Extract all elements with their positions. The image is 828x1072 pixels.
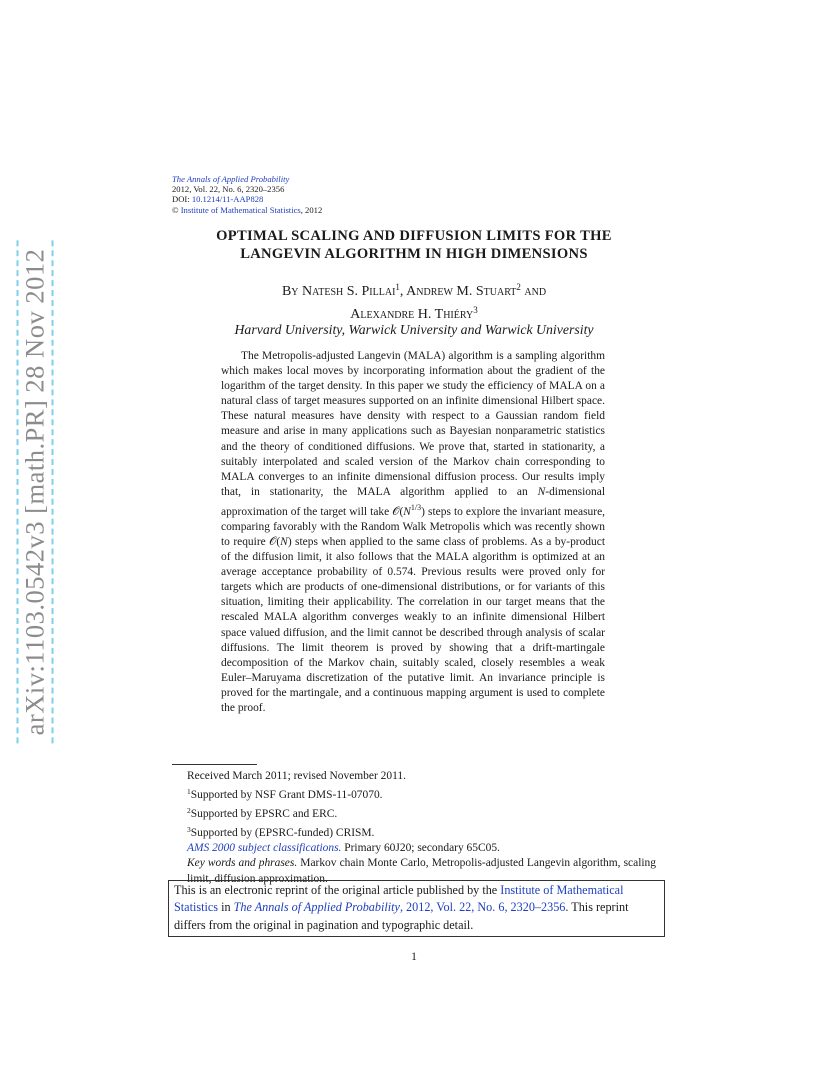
footnote-3 bbox=[172, 822, 656, 841]
footnote-mark-2: 2 bbox=[187, 806, 191, 816]
ams-classification-text: Primary 60J20; secondary 65C05. bbox=[341, 842, 500, 855]
copyright-year: , 2012 bbox=[300, 204, 323, 215]
author-list bbox=[172, 278, 656, 324]
abstract-text: The Metropolis-adjusted Langevin (MALA) algorithm is a sampling algorithm which makes local moves by incorporating information about the gradient of the logarithm of the target density. In this paper we study the efficiency of MALA on a natural class of target measures supported on an infinite dimensional Hilbert space. These natural measures have density with respect to a Gaussian random field measure and arise in many applications such as Bayesian nonparametric statistics and the theory of conditioned diffusions. We prove that, started in stationarity, a suitably interpolated and scaled version of the Markov chain corresponding to MALA converges to an infinite dimensional diffusion process. Our results imply that, in stationarity, the MALA algorithm applied to an N-dimensional approximation of the target will take $𝒪(N^{1/3})$ steps to explore the invariant measure, comparing favorably with the Random Walk Metropolis which was recently shown to require 𝒪(N) steps when applied to the same class of problems. As a by-product of the diffusion limit, it also follows that the MALA algorithm is optimized at an average acceptance probability of 0.574. Previous results were proved only for targets which are products of one-dimensional distributions, or for variants of this situation, limiting their applicability. The correlation in our target means that the rescaled MALA algorithm converges weakly to an infinite dimensional Hilbert space valued diffusion, and the limit cannot be described through analysis of scalar diffusions. The limit theorem is proved by showing that a drift-martingale decomposition of the Markov chain, suitably scaled, closely resembles a weak Euler–Maruyama discretization of the putative limit. An invariance principle is proved for the martingale, and a continuous mapping argument is used to complete the proof. bbox=[221, 350, 606, 714]
abstract bbox=[221, 349, 605, 716]
title-line-2: LANGEVIN ALGORITHM IN HIGH DIMENSIONS bbox=[240, 245, 588, 262]
arxiv-identifier[interactable]: arXiv:1103.0542v3 [math.PR] 28 Nov 2012 bbox=[17, 241, 54, 744]
reprint-text-2: in bbox=[218, 900, 234, 915]
author-pillai: Natesh S. Pillai bbox=[302, 284, 396, 299]
journal-issue-link[interactable]: , 2012, Vol. 22, No. 6, 2320–2356 bbox=[399, 900, 566, 915]
footnote-2-text: Supported by EPSRC and ERC. bbox=[190, 808, 338, 821]
footnote-1 bbox=[172, 784, 656, 803]
footnote-rule bbox=[172, 764, 257, 765]
footnotes bbox=[172, 769, 656, 887]
author-footnote-mark-2: 2 bbox=[516, 282, 521, 292]
footnote-1-text: Supported by NSF Grant DMS-11-07070. bbox=[190, 789, 383, 802]
ims-reprint-link[interactable]: Institute of Mathematical Statistics bbox=[174, 883, 624, 915]
reprint-text-3: . This reprint differs from the original in pagination and typographic detail. bbox=[174, 900, 629, 932]
page-number: 1 bbox=[411, 951, 417, 963]
and-label: and bbox=[524, 284, 547, 299]
keywords-label: Key words and phrases. bbox=[187, 857, 298, 870]
paper-title bbox=[172, 228, 656, 263]
title-line-1: OPTIMAL SCALING AND DIFFUSION LIMITS FOR THE bbox=[216, 228, 612, 244]
author-footnote-mark-3: 3 bbox=[473, 305, 478, 315]
ams-classification bbox=[172, 841, 656, 856]
doi-label: DOI: bbox=[172, 194, 192, 205]
copyright-icon: © bbox=[172, 204, 179, 215]
author-stuart: Andrew M. Stuart bbox=[406, 284, 517, 299]
journal-header bbox=[172, 174, 322, 215]
by-label: By bbox=[281, 284, 299, 299]
footnote-3-text: Supported by (EPSRC-funded) CRISM. bbox=[190, 827, 375, 840]
affiliations: Harvard University, Warwick University and Warwick University bbox=[234, 322, 594, 337]
reprint-text-1: This is an electronic reprint of the original article published by the bbox=[174, 883, 498, 897]
ims-link[interactable]: Institute of Mathematical Statistics bbox=[180, 204, 301, 215]
ams-classification-link[interactable]: AMS 2000 subject classifications. bbox=[187, 842, 342, 855]
footnote-mark-3: 3 bbox=[187, 825, 191, 835]
author-footnote-mark-1: 1 bbox=[395, 282, 400, 292]
keywords-text: Markov chain Monte Carlo, Metropolis-adjusted Langevin algorithm, scaling limit, diffusion approximation. bbox=[187, 857, 656, 885]
footnote-mark-1: 1 bbox=[187, 787, 191, 797]
author-thiery: Alexandre H. Thiéry bbox=[350, 307, 474, 322]
received-dates: Received March 2011; revised November 2011. bbox=[187, 770, 406, 782]
doi-link[interactable]: 10.1214/11-AAP828 bbox=[191, 194, 264, 205]
journal-reprint-link[interactable]: The Annals of Applied Probability bbox=[233, 900, 400, 915]
author-separator: , bbox=[399, 284, 404, 299]
reprint-notice bbox=[168, 880, 665, 937]
footnote-2 bbox=[172, 803, 656, 822]
journal-name-link[interactable]: The Annals of Applied Probability bbox=[172, 174, 290, 184]
journal-volume: 2012, Vol. 22, No. 6, 2320–2356 bbox=[172, 184, 285, 195]
